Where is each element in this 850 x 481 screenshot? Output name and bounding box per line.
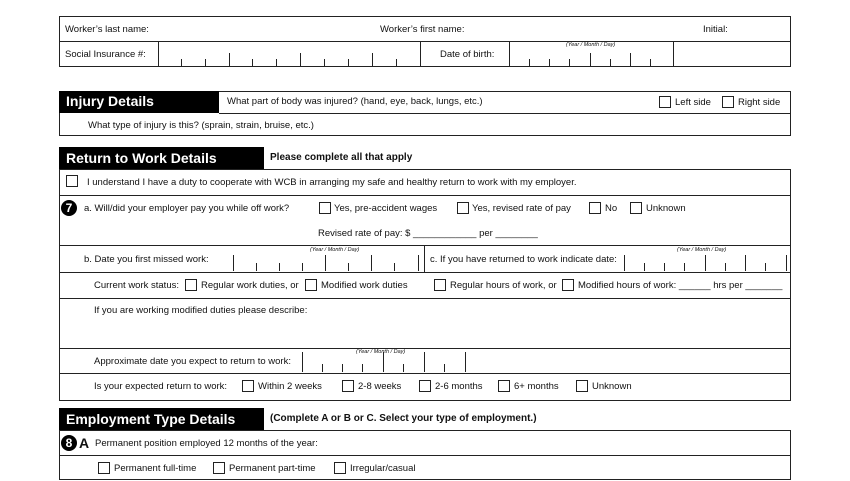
revised-rate-field[interactable] (410, 224, 550, 240)
2-6-months-checkbox[interactable] (419, 380, 431, 392)
first-name-label: Worker’s first name: (380, 24, 465, 35)
section-7-badge: 7 (61, 200, 77, 216)
6-plus-months-checkbox[interactable] (498, 380, 510, 392)
rtw-header: Return to Work Details (59, 147, 264, 169)
left-side-checkbox[interactable] (659, 96, 671, 108)
returned-date-field[interactable] (624, 247, 788, 271)
unknown-pay-label: Unknown (646, 203, 686, 214)
q-a-label: a. Will/did your employer pay you while off work? (84, 203, 290, 214)
modified-duties-checkbox[interactable] (305, 279, 317, 291)
yes-revised-checkbox[interactable] (457, 202, 469, 214)
unknown-pay-checkbox[interactable] (630, 202, 642, 214)
yes-pre-accident-checkbox[interactable] (319, 202, 331, 214)
revised-rate-label: Revised rate of pay: $ ____________ per ________ (318, 228, 538, 239)
2-6-months-label: 2-6 months (435, 381, 483, 392)
option-a-letter: A (79, 435, 90, 451)
unknown-return-checkbox[interactable] (576, 380, 588, 392)
initial-label: Initial: (703, 24, 728, 35)
unknown-return-label: Unknown (592, 381, 632, 392)
permanent-part-time-checkbox[interactable] (213, 462, 225, 474)
first-name-field[interactable] (470, 18, 695, 40)
dob-date-format: (Year / Month / Day) (566, 42, 616, 48)
injury-type-field[interactable] (330, 115, 785, 134)
regular-duties-checkbox[interactable] (185, 279, 197, 291)
right-side-checkbox[interactable] (722, 96, 734, 108)
within-2-weeks-checkbox[interactable] (242, 380, 254, 392)
missed-date-format: (Year / Month / Day) (310, 247, 360, 253)
modified-describe-label: If you are working modified duties please describe: (94, 305, 308, 316)
permanent-position-label: Permanent position employed 12 months of the year: (95, 438, 318, 449)
body-part-field[interactable] (495, 93, 655, 112)
dob-label: Date of birth: (440, 49, 495, 60)
modified-duties-label: Modified work duties (321, 280, 408, 291)
sin-field[interactable] (158, 43, 420, 66)
initial-field[interactable] (733, 18, 788, 40)
regular-hours-checkbox[interactable] (434, 279, 446, 291)
modified-hours-label: Modified hours of work: ______ hrs per _______ (578, 280, 783, 291)
modified-hours-checkbox[interactable] (562, 279, 574, 291)
6-plus-months-label: 6+ months (514, 381, 559, 392)
employment-header: Employment Type Details (59, 408, 264, 430)
approx-date-label: Approximate date you expect to return to work: (94, 356, 291, 367)
rtw-subheader: Please complete all that apply (270, 152, 413, 163)
approx-return-date-field[interactable] (302, 349, 467, 373)
irregular-casual-label: Irregular/casual (350, 463, 416, 474)
approx-date-format: (Year / Month / Day) (356, 349, 406, 355)
left-side-label: Left side (675, 97, 711, 108)
regular-duties-label: Regular work duties, or (201, 280, 299, 291)
within-2-weeks-label: Within 2 weeks (258, 381, 322, 392)
last-name-field[interactable] (160, 18, 370, 40)
yes-pre-accident-label: Yes, pre-accident wages (334, 203, 438, 214)
right-side-label: Right side (738, 97, 781, 108)
worker-divider (59, 41, 791, 42)
permanent-part-time-label: Permanent part-time (229, 463, 316, 474)
injury-details-header: Injury Details (59, 91, 219, 113)
no-pay-checkbox[interactable] (589, 202, 601, 214)
expected-return-label: Is your expected return to work: (94, 381, 228, 392)
understand-checkbox[interactable] (66, 175, 78, 187)
injury-type-question: What type of injury is this? (sprain, strain, bruise, etc.) (88, 120, 314, 131)
regular-hours-label: Regular hours of work, or (450, 280, 557, 291)
returned-date-format: (Year / Month / Day) (677, 247, 727, 253)
employment-subheader: (Complete A or B or C. Select your type of employment.) (270, 413, 537, 424)
q-c-label: c. If you have returned to work indicate date: (430, 254, 617, 265)
2-8-weeks-checkbox[interactable] (342, 380, 354, 392)
2-8-weeks-label: 2-8 weeks (358, 381, 402, 392)
no-pay-label: No (605, 203, 618, 214)
sin-label: Social Insurance #: (65, 49, 146, 60)
last-name-label: Worker’s last name: (65, 24, 149, 35)
missed-work-date-field[interactable] (233, 247, 420, 271)
modified-describe-field[interactable] (62, 318, 788, 346)
current-status-label: Current work status: (94, 280, 179, 291)
irregular-casual-checkbox[interactable] (334, 462, 346, 474)
understand-statement: I understand I have a duty to cooperate with WCB in arranging my safe and healthy return to work with my employer. (87, 177, 577, 188)
permanent-full-time-checkbox[interactable] (98, 462, 110, 474)
section-8-badge: 8 (61, 435, 77, 451)
body-part-question: What part of body was injured? (hand, eye, back, lungs, etc.) (227, 96, 483, 107)
permanent-full-time-label: Permanent full-time (114, 463, 197, 474)
yes-revised-label: Yes, revised rate of pay (472, 203, 571, 214)
q-b-label: b. Date you first missed work: (84, 254, 209, 265)
